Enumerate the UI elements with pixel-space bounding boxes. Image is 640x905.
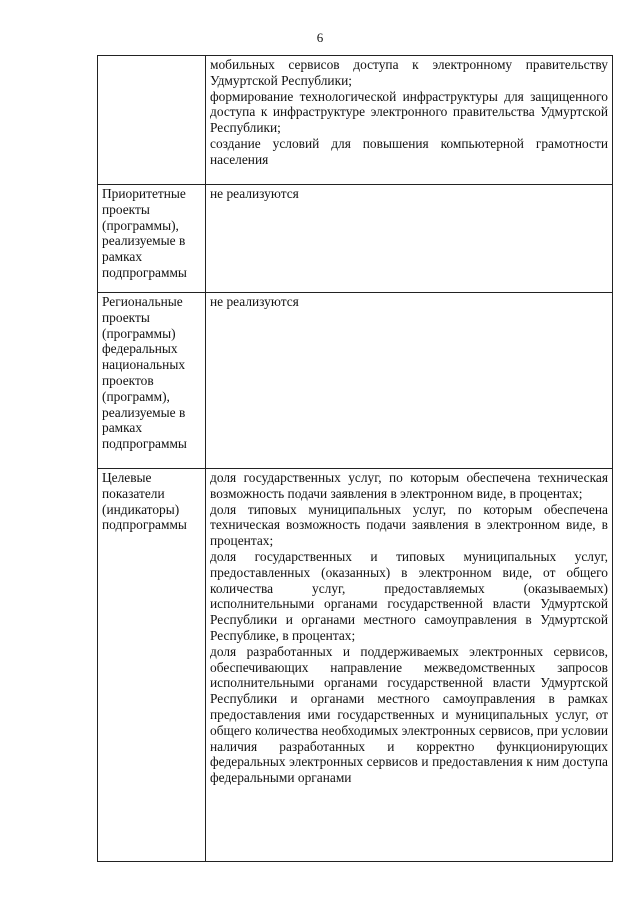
value-line: доля разработанных и поддерживаемых электронных сервисов, обеспечивающих направление межведомственных запросов исполнительными органами государственной власти Удмуртской Республики и органами местного самоуправления в рамках предоставления ими государственных и муниципальных услуг, от общего количества необходимых электронных сервисов, при условии наличия разработанных и корректно функционирующих федеральных электронных сервисов и предоставления к ним доступа федеральными органами bbox=[210, 643, 608, 786]
table-row-regional-projects bbox=[98, 293, 613, 469]
row-label-target-indicators bbox=[98, 469, 206, 862]
label-text: Целевые показатели (индикаторы) подпрограммы bbox=[102, 470, 187, 533]
value-line: не реализуются bbox=[210, 186, 299, 201]
row-value-priority-projects bbox=[206, 185, 613, 293]
value-line: формирование технологической инфраструктуры для защищенного доступа к инфраструктуре электронного правительства Удмуртской Республики; bbox=[210, 88, 608, 136]
row-value-target-indicators bbox=[206, 469, 613, 862]
label-text: Региональные проекты (программы) федеральных национальных проектов (программ), реализуемые в рамках подпрограммы bbox=[102, 294, 187, 452]
page-number: 6 bbox=[316, 30, 324, 45]
table-row-target-indicators bbox=[98, 469, 613, 862]
label-text: Приоритетные проекты (программы), реализуемые в рамках подпрограммы bbox=[102, 186, 187, 280]
row-value-continuation bbox=[206, 56, 613, 185]
value-line: доля государственных и типовых муниципальных услуг, предоставленных (оказанных) в электронном виде, от общего количества услуг, предоставляемых (оказываемых) исполнительными органами государственной власти Удмуртской Республики и органами местного самоуправления в Удмуртской Республике, в процентах; bbox=[210, 548, 608, 643]
row-label-regional-projects bbox=[98, 293, 206, 469]
passport-table bbox=[97, 55, 613, 862]
value-line: не реализуются bbox=[210, 294, 299, 309]
value-line: создание условий для повышения компьютерной грамотности населения bbox=[210, 135, 608, 167]
value-line: доля типовых муниципальных услуг, по которым обеспечена техническая возможность подачи заявления в электронном виде, в процентах; bbox=[210, 501, 608, 549]
row-label-empty bbox=[98, 56, 206, 185]
table-row-priority-projects bbox=[98, 185, 613, 293]
row-label-priority-projects bbox=[98, 185, 206, 293]
value-line: доля государственных услуг, по которым обеспечена техническая возможность подачи заявления в электронном виде, в процентах; bbox=[210, 470, 608, 501]
value-line: мобильных сервисов доступа к электронному правительству Удмуртской Республики; bbox=[210, 57, 608, 88]
table-row-continuation bbox=[98, 56, 613, 185]
row-value-regional-projects bbox=[206, 293, 613, 469]
